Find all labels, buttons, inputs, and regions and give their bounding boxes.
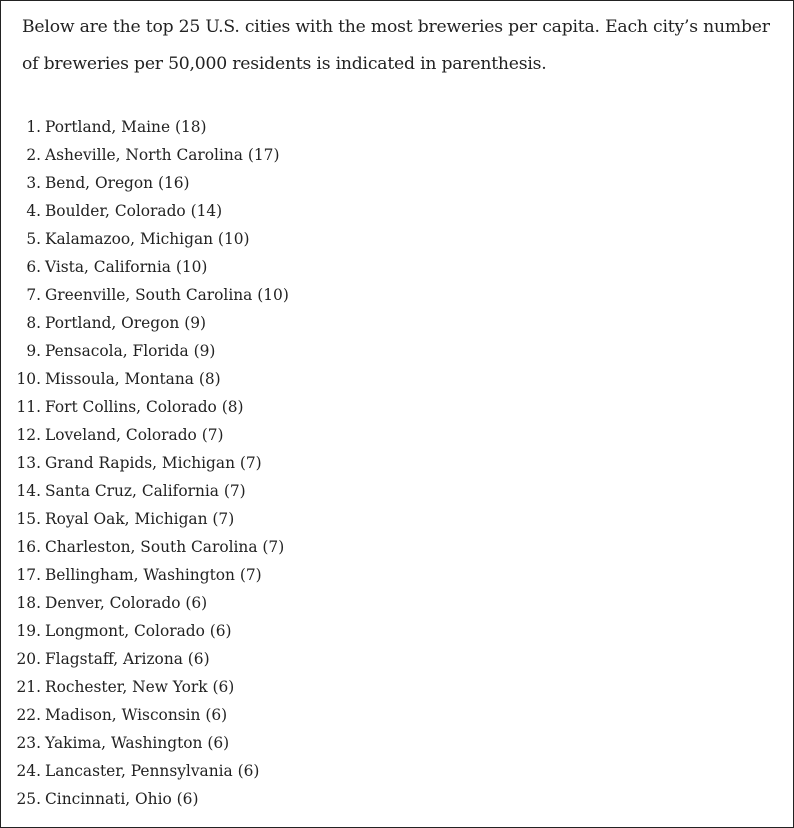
list-item <box>1 449 289 477</box>
list-item <box>1 309 289 337</box>
list-rank: 8. <box>26 314 41 332</box>
list-rank: 5. <box>26 230 41 248</box>
list-item <box>1 645 289 673</box>
list-item <box>1 533 289 561</box>
list-item <box>1 393 289 421</box>
list-rank: 10. <box>16 370 41 388</box>
list-rank: 24. <box>16 762 41 780</box>
list-item <box>1 197 289 225</box>
list-item <box>1 561 289 589</box>
list-rank: 16. <box>16 538 41 556</box>
city-entry: Santa Cruz, California (7) <box>45 482 246 500</box>
list-rank: 17. <box>16 566 41 584</box>
city-entry: Cincinnati, Ohio (6) <box>45 790 199 808</box>
city-entry: Bend, Oregon (16) <box>45 174 190 192</box>
list-rank: 14. <box>16 482 41 500</box>
city-entry: Boulder, Colorado (14) <box>45 202 223 220</box>
list-item <box>1 113 289 141</box>
city-entry: Portland, Maine (18) <box>45 118 207 136</box>
list-item <box>1 589 289 617</box>
city-entry: Bellingham, Washington (7) <box>45 566 262 584</box>
list-rank: 7. <box>26 286 41 304</box>
city-entry: Loveland, Colorado (7) <box>45 426 224 444</box>
list-rank: 25. <box>16 790 41 808</box>
list-rank: 6. <box>26 258 41 276</box>
city-entry: Missoula, Montana (8) <box>45 370 221 388</box>
list-item <box>1 673 289 701</box>
list-item <box>1 365 289 393</box>
brewery-cities-list <box>1 113 289 813</box>
list-item <box>1 169 289 197</box>
city-entry: Portland, Oregon (9) <box>45 314 206 332</box>
city-entry: Greenville, South Carolina (10) <box>45 286 289 304</box>
list-rank: 19. <box>16 622 41 640</box>
list-rank: 11. <box>16 398 41 416</box>
list-item <box>1 141 289 169</box>
list-rank: 4. <box>26 202 41 220</box>
city-entry: Asheville, North Carolina (17) <box>45 146 280 164</box>
list-rank: 13. <box>16 454 41 472</box>
list-rank: 21. <box>16 678 41 696</box>
list-item <box>1 729 289 757</box>
intro-paragraph: Below are the top 25 U.S. cities with the most breweries per capita. Each city’s number of breweries per 50,000 residents is indicated in parenthesis. <box>22 17 770 74</box>
list-item <box>1 757 289 785</box>
city-entry: Grand Rapids, Michigan (7) <box>45 454 262 472</box>
city-entry: Flagstaff, Arizona (6) <box>45 650 210 668</box>
list-rank: 22. <box>16 706 41 724</box>
city-entry: Longmont, Colorado (6) <box>45 622 232 640</box>
list-rank: 18. <box>16 594 41 612</box>
city-entry: Denver, Colorado (6) <box>45 594 208 612</box>
list-item <box>1 477 289 505</box>
city-entry: Pensacola, Florida (9) <box>45 342 216 360</box>
city-entry: Rochester, New York (6) <box>45 678 235 696</box>
city-entry: Royal Oak, Michigan (7) <box>45 510 235 528</box>
list-rank: 12. <box>16 426 41 444</box>
list-rank: 20. <box>16 650 41 668</box>
city-entry: Madison, Wisconsin (6) <box>45 706 228 724</box>
city-entry: Fort Collins, Colorado (8) <box>45 398 244 416</box>
list-item <box>1 253 289 281</box>
list-item <box>1 701 289 729</box>
list-item <box>1 617 289 645</box>
list-item <box>1 281 289 309</box>
city-entry: Yakima, Washington (6) <box>45 734 230 752</box>
list-rank: 15. <box>16 510 41 528</box>
city-entry: Lancaster, Pennsylvania (6) <box>45 762 260 780</box>
list-item <box>1 505 289 533</box>
list-rank: 1. <box>26 118 41 136</box>
list-item <box>1 225 289 253</box>
list-rank: 2. <box>26 146 41 164</box>
list-rank: 3. <box>26 174 41 192</box>
list-item <box>1 785 289 813</box>
city-entry: Kalamazoo, Michigan (10) <box>45 230 250 248</box>
list-item <box>1 421 289 449</box>
list-rank: 9. <box>26 342 41 360</box>
city-entry: Charleston, South Carolina (7) <box>45 538 285 556</box>
list-rank: 23. <box>16 734 41 752</box>
city-entry: Vista, California (10) <box>45 258 208 276</box>
list-item <box>1 337 289 365</box>
